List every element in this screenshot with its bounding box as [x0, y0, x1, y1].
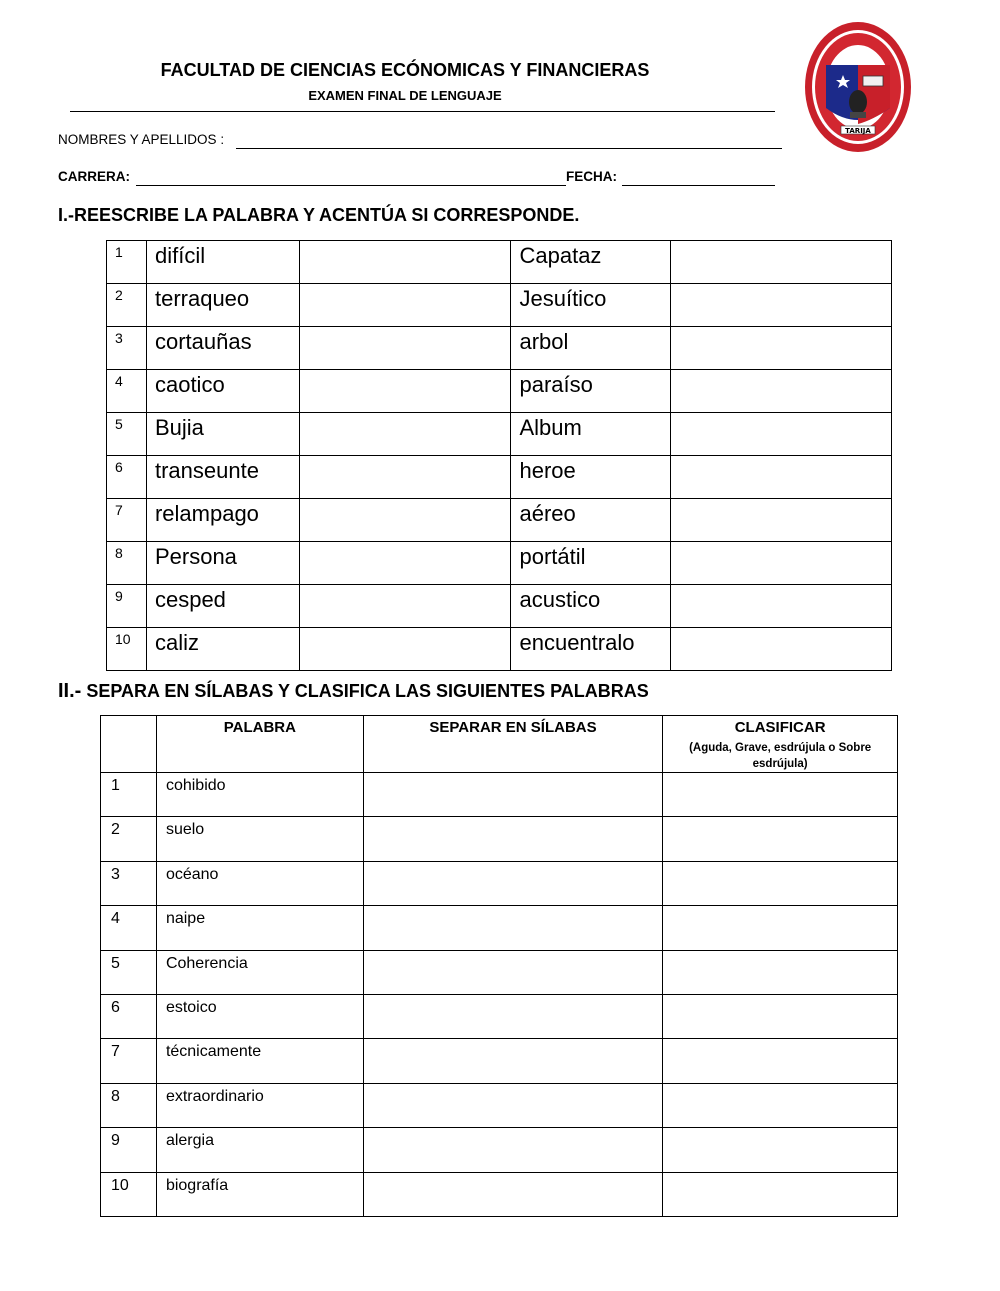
answer-left-cell[interactable] — [299, 327, 511, 370]
names-field[interactable] — [236, 148, 782, 149]
word-right: arbol — [511, 327, 671, 370]
row-number: 4 — [107, 370, 147, 413]
syllables-cell[interactable] — [363, 1083, 663, 1127]
answer-left-cell[interactable] — [299, 628, 511, 671]
section2-prefix: II.- — [58, 680, 82, 702]
career-label: CARRERA: — [58, 169, 130, 184]
classification-cell[interactable] — [663, 1172, 898, 1216]
classification-cell[interactable] — [663, 1083, 898, 1127]
faculty-title: FACULTAD DE CIENCIAS ECÓNOMICAS Y FINANCIERAS — [160, 60, 650, 80]
section2-title — [58, 680, 649, 703]
syllable-word: naipe — [156, 906, 363, 950]
accent-row — [107, 499, 892, 542]
answer-right-cell[interactable] — [671, 499, 892, 542]
answer-left-cell[interactable] — [299, 456, 511, 499]
syllables-cell[interactable] — [363, 817, 663, 861]
classification-cell[interactable] — [663, 1128, 898, 1172]
date-label: FECHA: — [566, 169, 617, 184]
syllable-row — [101, 1172, 898, 1216]
row-number: 6 — [107, 456, 147, 499]
syllable-word: océano — [156, 861, 363, 905]
accent-row — [107, 327, 892, 370]
row-number: 5 — [107, 413, 147, 456]
word-right: Jesuítico — [511, 284, 671, 327]
syllable-row — [101, 1083, 898, 1127]
date-field[interactable] — [622, 185, 775, 186]
syllable-row — [101, 1128, 898, 1172]
row-number: 8 — [107, 542, 147, 585]
row-number: 6 — [101, 994, 157, 1038]
row-number: 9 — [107, 585, 147, 628]
syllable-word: suelo — [156, 817, 363, 861]
syllables-cell[interactable] — [363, 1039, 663, 1083]
syllable-row — [101, 861, 898, 905]
word-right: heroe — [511, 456, 671, 499]
answer-right-cell[interactable] — [671, 456, 892, 499]
word-right: paraíso — [511, 370, 671, 413]
answer-left-cell[interactable] — [299, 413, 511, 456]
answer-left-cell[interactable] — [299, 284, 511, 327]
syllables-cell[interactable] — [363, 994, 663, 1038]
answer-right-cell[interactable] — [671, 327, 892, 370]
section1-title: I.-REESCRIBE LA PALABRA Y ACENTÚA SI CORRESPONDE. — [58, 205, 580, 225]
accent-row — [107, 585, 892, 628]
word-left: Persona — [146, 542, 299, 585]
word-left: terraqueo — [146, 284, 299, 327]
syllable-row — [101, 1039, 898, 1083]
syllable-table — [100, 715, 898, 1217]
answer-right-cell[interactable] — [671, 413, 892, 456]
syllable-word: Coherencia — [156, 950, 363, 994]
word-right: Album — [511, 413, 671, 456]
accent-row — [107, 628, 892, 671]
syllable-word: técnicamente — [156, 1039, 363, 1083]
header-syllables: SEPARAR EN SÍLABAS — [363, 716, 663, 773]
syllable-word: biografía — [156, 1172, 363, 1216]
classification-cell[interactable] — [663, 1039, 898, 1083]
answer-left-cell[interactable] — [299, 499, 511, 542]
syllable-word: alergia — [156, 1128, 363, 1172]
row-number: 8 — [101, 1083, 157, 1127]
row-number: 1 — [107, 241, 147, 284]
syllables-cell[interactable] — [363, 950, 663, 994]
row-number: 7 — [107, 499, 147, 542]
syllables-cell[interactable] — [363, 861, 663, 905]
row-number: 1 — [101, 773, 157, 817]
word-left: cortauñas — [146, 327, 299, 370]
row-number: 5 — [101, 950, 157, 994]
answer-left-cell[interactable] — [299, 370, 511, 413]
syllables-cell[interactable] — [363, 906, 663, 950]
word-left: caliz — [146, 628, 299, 671]
word-right: aéreo — [511, 499, 671, 542]
accent-row — [107, 284, 892, 327]
word-left: transeunte — [146, 456, 299, 499]
header-empty — [101, 716, 157, 773]
syllable-row — [101, 773, 898, 817]
word-right: Capataz — [511, 241, 671, 284]
word-left: cesped — [146, 585, 299, 628]
word-right: portátil — [511, 542, 671, 585]
accent-row — [107, 370, 892, 413]
row-number: 2 — [107, 284, 147, 327]
classification-cell[interactable] — [663, 817, 898, 861]
row-number: 3 — [101, 861, 157, 905]
row-number: 2 — [101, 817, 157, 861]
answer-right-cell[interactable] — [671, 628, 892, 671]
exam-subtitle: EXAMEN FINAL DE LENGUAJE — [308, 88, 502, 103]
word-left: caotico — [146, 370, 299, 413]
university-seal — [803, 20, 913, 154]
answer-left-cell[interactable] — [299, 585, 511, 628]
accent-row — [107, 542, 892, 585]
syllable-row — [101, 994, 898, 1038]
header-classify-hint: (Aguda, Grave, esdrújula o Sobre esdrújula) — [689, 742, 872, 770]
header-word: PALABRA — [156, 716, 363, 773]
answer-right-cell[interactable] — [671, 370, 892, 413]
answer-right-cell[interactable] — [671, 284, 892, 327]
accent-row — [107, 413, 892, 456]
row-number: 10 — [101, 1172, 157, 1216]
seal-city: TARIJA — [845, 127, 871, 135]
answer-right-cell[interactable] — [671, 241, 892, 284]
syllable-row — [101, 817, 898, 861]
section2-title-text: SEPARA EN SÍLABAS Y CLASIFICA LAS SIGUIENTES PALABRAS — [81, 681, 649, 701]
header-classify — [663, 716, 898, 773]
syllable-word: estoico — [156, 994, 363, 1038]
row-number: 10 — [107, 628, 147, 671]
university-seal-icon — [803, 20, 913, 154]
syllable-word: cohibido — [156, 773, 363, 817]
syllables-cell[interactable] — [363, 773, 663, 817]
word-left: relampago — [146, 499, 299, 542]
word-right: acustico — [511, 585, 671, 628]
accent-row — [107, 241, 892, 284]
answer-left-cell[interactable] — [299, 542, 511, 585]
answer-left-cell[interactable] — [299, 241, 511, 284]
syllables-cell[interactable] — [363, 1172, 663, 1216]
syllables-cell[interactable] — [363, 1128, 663, 1172]
career-field[interactable] — [136, 185, 566, 186]
classification-cell[interactable] — [663, 773, 898, 817]
accent-table — [106, 240, 892, 671]
word-left: Bujia — [146, 413, 299, 456]
header-classify-label: CLASIFICAR — [734, 719, 826, 736]
syllable-row — [101, 906, 898, 950]
syllable-word: extraordinario — [156, 1083, 363, 1127]
answer-right-cell[interactable] — [671, 585, 892, 628]
row-number: 7 — [101, 1039, 157, 1083]
answer-right-cell[interactable] — [671, 542, 892, 585]
syllable-row — [101, 950, 898, 994]
accent-row — [107, 456, 892, 499]
header-divider — [70, 111, 775, 112]
classification-cell[interactable] — [663, 950, 898, 994]
names-label: NOMBRES Y APELLIDOS : — [58, 132, 225, 147]
row-number: 4 — [101, 906, 157, 950]
classification-cell[interactable] — [663, 861, 898, 905]
word-left: difícil — [146, 241, 299, 284]
classification-cell[interactable] — [663, 906, 898, 950]
word-right: encuentralo — [511, 628, 671, 671]
row-number: 9 — [101, 1128, 157, 1172]
row-number: 3 — [107, 327, 147, 370]
classification-cell[interactable] — [663, 994, 898, 1038]
